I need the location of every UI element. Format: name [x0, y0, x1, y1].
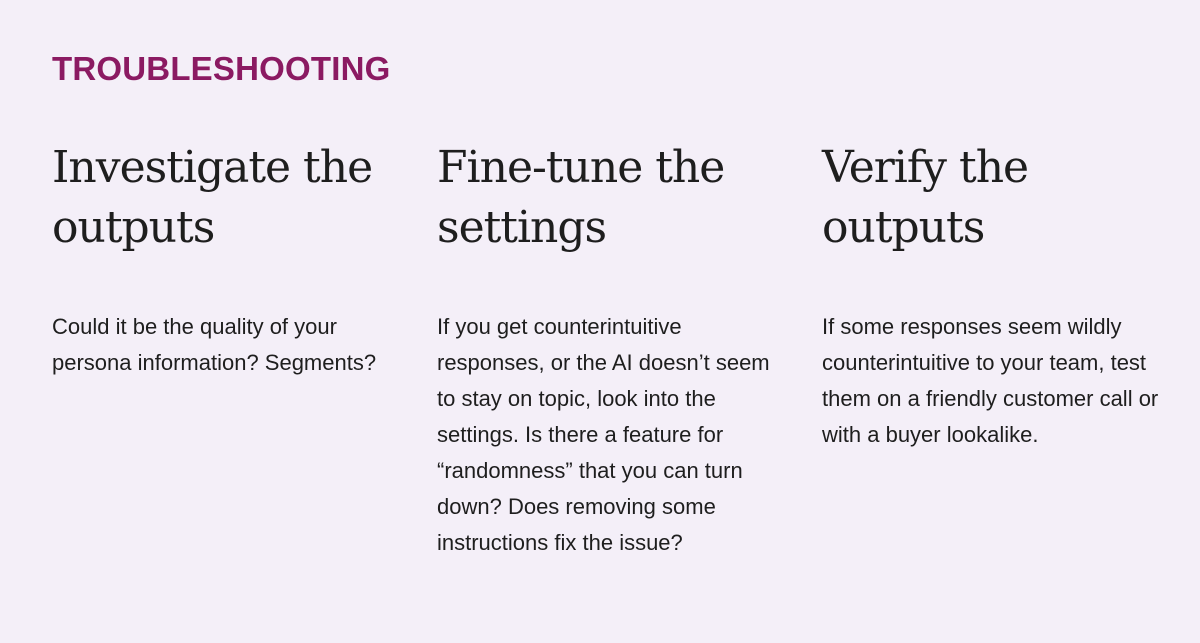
tip-heading: Investigate the outputs — [52, 142, 373, 253]
tip-body: If some responses seem wildly counterintuitive to your team, test them on a friendly customer call or with a buyer lookalike. — [822, 314, 1159, 447]
tip-body: Could it be the quality of your persona information? Segments? — [52, 314, 377, 375]
tip-body: If you get counterintuitive responses, or the AI doesn’t seem to stay on topic, look into the settings. Is there a feature for “randomness” that you can turn down? Does removing some instructions fix the issue? — [437, 314, 770, 555]
tip-column-verify — [822, 138, 1174, 447]
tip-heading: Fine-tune the settings — [437, 142, 725, 253]
tip-heading: Verify the outputs — [822, 142, 1029, 253]
tip-column-fine-tune — [437, 138, 789, 555]
tip-column-investigate — [52, 138, 404, 375]
section-eyebrow: TROUBLESHOOTING — [52, 50, 391, 87]
